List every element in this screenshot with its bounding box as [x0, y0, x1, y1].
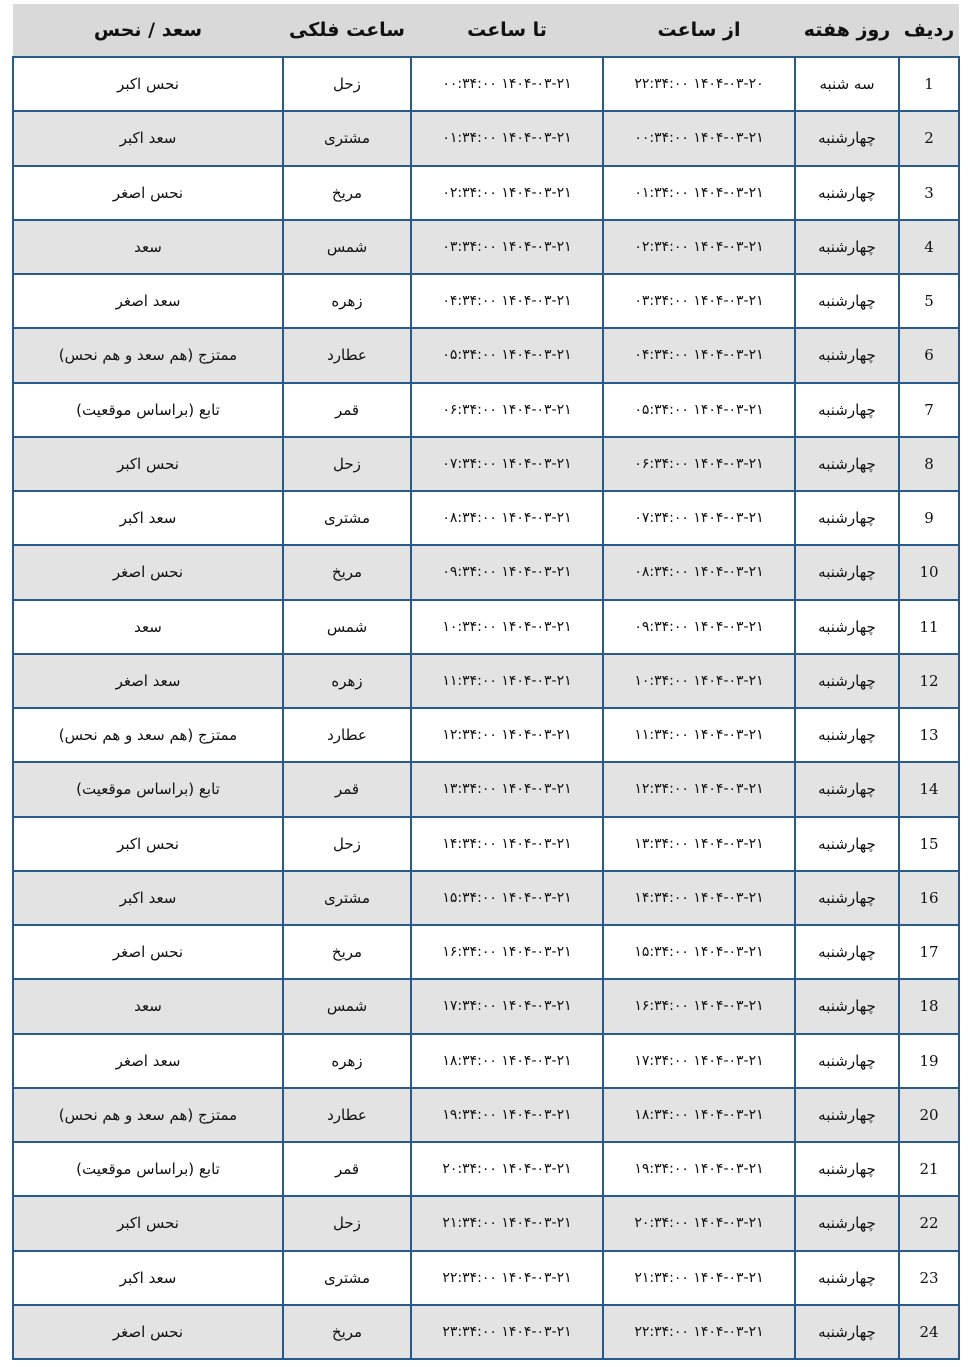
auspiciousness-cell: نحس اصغر	[13, 545, 283, 599]
auspiciousness-cell: ممتزج (هم سعد و هم نحس)	[13, 328, 283, 382]
header-from-time: از ساعت	[603, 4, 795, 57]
from-time-cell: ۲۰:۳۴:۰۰ ۱۴۰۴-۰۳-۲۱	[603, 1196, 795, 1250]
planetary-hour-cell: مشتری	[283, 871, 411, 925]
row-number-cell: 19	[899, 1034, 959, 1088]
row-number-cell: 21	[899, 1142, 959, 1196]
weekday-cell: چهارشنبه	[795, 1088, 899, 1142]
weekday-cell: چهارشنبه	[795, 220, 899, 274]
planetary-hour-cell: عطارد	[283, 328, 411, 382]
weekday-cell: چهارشنبه	[795, 491, 899, 545]
auspiciousness-cell: تابع (براساس موقعیت)	[13, 383, 283, 437]
planetary-hour-cell: قمر	[283, 762, 411, 816]
auspiciousness-cell: سعد اکبر	[13, 111, 283, 165]
table-row	[13, 708, 959, 762]
table-row	[13, 1142, 959, 1196]
to-time-cell: ۱۷:۳۴:۰۰ ۱۴۰۴-۰۳-۲۱	[411, 979, 603, 1033]
planetary-hour-cell: شمس	[283, 979, 411, 1033]
planetary-hour-cell: مریخ	[283, 166, 411, 220]
weekday-cell: چهارشنبه	[795, 545, 899, 599]
from-time-cell: ۰۳:۳۴:۰۰ ۱۴۰۴-۰۳-۲۱	[603, 274, 795, 328]
table-row	[13, 979, 959, 1033]
row-number-cell: 13	[899, 708, 959, 762]
table-row	[13, 1251, 959, 1305]
table-row	[13, 925, 959, 979]
auspiciousness-cell: سعد اصغر	[13, 654, 283, 708]
auspiciousness-cell: سعد	[13, 979, 283, 1033]
planetary-hour-cell: زهره	[283, 654, 411, 708]
auspiciousness-cell: نحس اکبر	[13, 437, 283, 491]
row-number-cell: 15	[899, 817, 959, 871]
table-row	[13, 871, 959, 925]
from-time-cell: ۰۹:۳۴:۰۰ ۱۴۰۴-۰۳-۲۱	[603, 600, 795, 654]
weekday-cell: چهارشنبه	[795, 762, 899, 816]
table-row	[13, 1305, 959, 1359]
header-weekday: روز هفته	[795, 4, 899, 57]
row-number-cell: 10	[899, 545, 959, 599]
planetary-hour-cell: مریخ	[283, 1305, 411, 1359]
weekday-cell: چهارشنبه	[795, 708, 899, 762]
row-number-cell: 23	[899, 1251, 959, 1305]
to-time-cell: ۰۲:۳۴:۰۰ ۱۴۰۴-۰۳-۲۱	[411, 166, 603, 220]
table-row	[13, 654, 959, 708]
planetary-hour-cell: مشتری	[283, 111, 411, 165]
to-time-cell: ۱۳:۳۴:۰۰ ۱۴۰۴-۰۳-۲۱	[411, 762, 603, 816]
auspiciousness-cell: سعد اصغر	[13, 1034, 283, 1088]
to-time-cell: ۰۳:۳۴:۰۰ ۱۴۰۴-۰۳-۲۱	[411, 220, 603, 274]
to-time-cell: ۰۸:۳۴:۰۰ ۱۴۰۴-۰۳-۲۱	[411, 491, 603, 545]
row-number-cell: 5	[899, 274, 959, 328]
planetary-hours-sheet	[14, 4, 960, 1360]
from-time-cell: ۰۷:۳۴:۰۰ ۱۴۰۴-۰۳-۲۱	[603, 491, 795, 545]
to-time-cell: ۱۹:۳۴:۰۰ ۱۴۰۴-۰۳-۲۱	[411, 1088, 603, 1142]
planetary-hour-cell: زهره	[283, 1034, 411, 1088]
from-time-cell: ۰۸:۳۴:۰۰ ۱۴۰۴-۰۳-۲۱	[603, 545, 795, 599]
weekday-cell: چهارشنبه	[795, 1142, 899, 1196]
row-number-cell: 4	[899, 220, 959, 274]
table-row	[13, 328, 959, 382]
weekday-cell: چهارشنبه	[795, 817, 899, 871]
to-time-cell: ۰۶:۳۴:۰۰ ۱۴۰۴-۰۳-۲۱	[411, 383, 603, 437]
weekday-cell: سه شنبه	[795, 57, 899, 111]
table-row	[13, 220, 959, 274]
table-row	[13, 600, 959, 654]
auspiciousness-cell: سعد اصغر	[13, 274, 283, 328]
from-time-cell: ۰۶:۳۴:۰۰ ۱۴۰۴-۰۳-۲۱	[603, 437, 795, 491]
auspiciousness-cell: تابع (براساس موقعیت)	[13, 1142, 283, 1196]
from-time-cell: ۱۵:۳۴:۰۰ ۱۴۰۴-۰۳-۲۱	[603, 925, 795, 979]
planetary-hour-cell: زحل	[283, 1196, 411, 1250]
from-time-cell: ۱۲:۳۴:۰۰ ۱۴۰۴-۰۳-۲۱	[603, 762, 795, 816]
planetary-hour-cell: مشتری	[283, 1251, 411, 1305]
from-time-cell: ۲۱:۳۴:۰۰ ۱۴۰۴-۰۳-۲۱	[603, 1251, 795, 1305]
row-number-cell: 2	[899, 111, 959, 165]
weekday-cell: چهارشنبه	[795, 1196, 899, 1250]
from-time-cell: ۲۲:۳۴:۰۰ ۱۴۰۴-۰۳-۲۰	[603, 57, 795, 111]
to-time-cell: ۱۱:۳۴:۰۰ ۱۴۰۴-۰۳-۲۱	[411, 654, 603, 708]
from-time-cell: ۱۳:۳۴:۰۰ ۱۴۰۴-۰۳-۲۱	[603, 817, 795, 871]
to-time-cell: ۱۲:۳۴:۰۰ ۱۴۰۴-۰۳-۲۱	[411, 708, 603, 762]
planetary-hours-table	[12, 4, 960, 1360]
to-time-cell: ۲۰:۳۴:۰۰ ۱۴۰۴-۰۳-۲۱	[411, 1142, 603, 1196]
header-planetary-hour: ساعت فلکی	[283, 4, 411, 57]
auspiciousness-cell: نحس اصغر	[13, 925, 283, 979]
weekday-cell: چهارشنبه	[795, 925, 899, 979]
weekday-cell: چهارشنبه	[795, 979, 899, 1033]
planetary-hour-cell: شمس	[283, 600, 411, 654]
weekday-cell: چهارشنبه	[795, 437, 899, 491]
planetary-hour-cell: زحل	[283, 57, 411, 111]
table-body	[13, 57, 959, 1359]
planetary-hour-cell: عطارد	[283, 1088, 411, 1142]
auspiciousness-cell: سعد	[13, 600, 283, 654]
from-time-cell: ۱۸:۳۴:۰۰ ۱۴۰۴-۰۳-۲۱	[603, 1088, 795, 1142]
row-number-cell: 24	[899, 1305, 959, 1359]
table-row	[13, 1034, 959, 1088]
from-time-cell: ۰۱:۳۴:۰۰ ۱۴۰۴-۰۳-۲۱	[603, 166, 795, 220]
row-number-cell: 7	[899, 383, 959, 437]
from-time-cell: ۰۴:۳۴:۰۰ ۱۴۰۴-۰۳-۲۱	[603, 328, 795, 382]
to-time-cell: ۲۳:۳۴:۰۰ ۱۴۰۴-۰۳-۲۱	[411, 1305, 603, 1359]
planetary-hour-cell: عطارد	[283, 708, 411, 762]
planetary-hour-cell: مشتری	[283, 491, 411, 545]
auspiciousness-cell: سعد اکبر	[13, 491, 283, 545]
weekday-cell: چهارشنبه	[795, 274, 899, 328]
auspiciousness-cell: سعد اکبر	[13, 1251, 283, 1305]
weekday-cell: چهارشنبه	[795, 111, 899, 165]
weekday-cell: چهارشنبه	[795, 1034, 899, 1088]
table-row	[13, 817, 959, 871]
auspiciousness-cell: تابع (براساس موقعیت)	[13, 762, 283, 816]
to-time-cell: ۱۰:۳۴:۰۰ ۱۴۰۴-۰۳-۲۱	[411, 600, 603, 654]
auspiciousness-cell: ممتزج (هم سعد و هم نحس)	[13, 708, 283, 762]
to-time-cell: ۱۶:۳۴:۰۰ ۱۴۰۴-۰۳-۲۱	[411, 925, 603, 979]
from-time-cell: ۱۶:۳۴:۰۰ ۱۴۰۴-۰۳-۲۱	[603, 979, 795, 1033]
row-number-cell: 22	[899, 1196, 959, 1250]
auspiciousness-cell: ممتزج (هم سعد و هم نحس)	[13, 1088, 283, 1142]
weekday-cell: چهارشنبه	[795, 871, 899, 925]
row-number-cell: 18	[899, 979, 959, 1033]
table-row	[13, 1196, 959, 1250]
from-time-cell: ۱۱:۳۴:۰۰ ۱۴۰۴-۰۳-۲۱	[603, 708, 795, 762]
to-time-cell: ۲۲:۳۴:۰۰ ۱۴۰۴-۰۳-۲۱	[411, 1251, 603, 1305]
table-row	[13, 111, 959, 165]
to-time-cell: ۰۱:۳۴:۰۰ ۱۴۰۴-۰۳-۲۱	[411, 111, 603, 165]
auspiciousness-cell: نحس اکبر	[13, 817, 283, 871]
table-header	[13, 4, 959, 57]
from-time-cell: ۰۵:۳۴:۰۰ ۱۴۰۴-۰۳-۲۱	[603, 383, 795, 437]
from-time-cell: ۲۲:۳۴:۰۰ ۱۴۰۴-۰۳-۲۱	[603, 1305, 795, 1359]
table-row	[13, 437, 959, 491]
weekday-cell: چهارشنبه	[795, 600, 899, 654]
header-row	[13, 4, 959, 57]
table-row	[13, 545, 959, 599]
from-time-cell: ۱۰:۳۴:۰۰ ۱۴۰۴-۰۳-۲۱	[603, 654, 795, 708]
weekday-cell: چهارشنبه	[795, 654, 899, 708]
table-row	[13, 762, 959, 816]
row-number-cell: 1	[899, 57, 959, 111]
planetary-hour-cell: زحل	[283, 817, 411, 871]
planetary-hour-cell: مریخ	[283, 545, 411, 599]
auspiciousness-cell: نحس اصغر	[13, 1305, 283, 1359]
to-time-cell: ۰۹:۳۴:۰۰ ۱۴۰۴-۰۳-۲۱	[411, 545, 603, 599]
planetary-hour-cell: مریخ	[283, 925, 411, 979]
auspiciousness-cell: نحس اکبر	[13, 1196, 283, 1250]
to-time-cell: ۱۵:۳۴:۰۰ ۱۴۰۴-۰۳-۲۱	[411, 871, 603, 925]
header-to-time: تا ساعت	[411, 4, 603, 57]
auspiciousness-cell: نحس اکبر	[13, 57, 283, 111]
header-auspiciousness: سعد / نحس	[13, 4, 283, 57]
row-number-cell: 17	[899, 925, 959, 979]
row-number-cell: 9	[899, 491, 959, 545]
auspiciousness-cell: سعد	[13, 220, 283, 274]
to-time-cell: ۰۴:۳۴:۰۰ ۱۴۰۴-۰۳-۲۱	[411, 274, 603, 328]
header-row-number: ردیف	[899, 4, 959, 57]
from-time-cell: ۱۹:۳۴:۰۰ ۱۴۰۴-۰۳-۲۱	[603, 1142, 795, 1196]
row-number-cell: 6	[899, 328, 959, 382]
weekday-cell: چهارشنبه	[795, 328, 899, 382]
from-time-cell: ۰۰:۳۴:۰۰ ۱۴۰۴-۰۳-۲۱	[603, 111, 795, 165]
from-time-cell: ۱۷:۳۴:۰۰ ۱۴۰۴-۰۳-۲۱	[603, 1034, 795, 1088]
table-row	[13, 383, 959, 437]
auspiciousness-cell: سعد اکبر	[13, 871, 283, 925]
from-time-cell: ۱۴:۳۴:۰۰ ۱۴۰۴-۰۳-۲۱	[603, 871, 795, 925]
table-row	[13, 274, 959, 328]
table-row	[13, 491, 959, 545]
row-number-cell: 20	[899, 1088, 959, 1142]
planetary-hour-cell: زحل	[283, 437, 411, 491]
row-number-cell: 12	[899, 654, 959, 708]
to-time-cell: ۰۷:۳۴:۰۰ ۱۴۰۴-۰۳-۲۱	[411, 437, 603, 491]
planetary-hour-cell: قمر	[283, 383, 411, 437]
row-number-cell: 3	[899, 166, 959, 220]
table-row	[13, 166, 959, 220]
row-number-cell: 8	[899, 437, 959, 491]
table-row	[13, 57, 959, 111]
planetary-hour-cell: شمس	[283, 220, 411, 274]
to-time-cell: ۲۱:۳۴:۰۰ ۱۴۰۴-۰۳-۲۱	[411, 1196, 603, 1250]
table-row	[13, 1088, 959, 1142]
to-time-cell: ۱۴:۳۴:۰۰ ۱۴۰۴-۰۳-۲۱	[411, 817, 603, 871]
planetary-hour-cell: زهره	[283, 274, 411, 328]
weekday-cell: چهارشنبه	[795, 383, 899, 437]
row-number-cell: 11	[899, 600, 959, 654]
to-time-cell: ۰۵:۳۴:۰۰ ۱۴۰۴-۰۳-۲۱	[411, 328, 603, 382]
weekday-cell: چهارشنبه	[795, 166, 899, 220]
to-time-cell: ۰۰:۳۴:۰۰ ۱۴۰۴-۰۳-۲۱	[411, 57, 603, 111]
row-number-cell: 16	[899, 871, 959, 925]
from-time-cell: ۰۲:۳۴:۰۰ ۱۴۰۴-۰۳-۲۱	[603, 220, 795, 274]
to-time-cell: ۱۸:۳۴:۰۰ ۱۴۰۴-۰۳-۲۱	[411, 1034, 603, 1088]
row-number-cell: 14	[899, 762, 959, 816]
weekday-cell: چهارشنبه	[795, 1305, 899, 1359]
auspiciousness-cell: نحس اصغر	[13, 166, 283, 220]
planetary-hour-cell: قمر	[283, 1142, 411, 1196]
weekday-cell: چهارشنبه	[795, 1251, 899, 1305]
